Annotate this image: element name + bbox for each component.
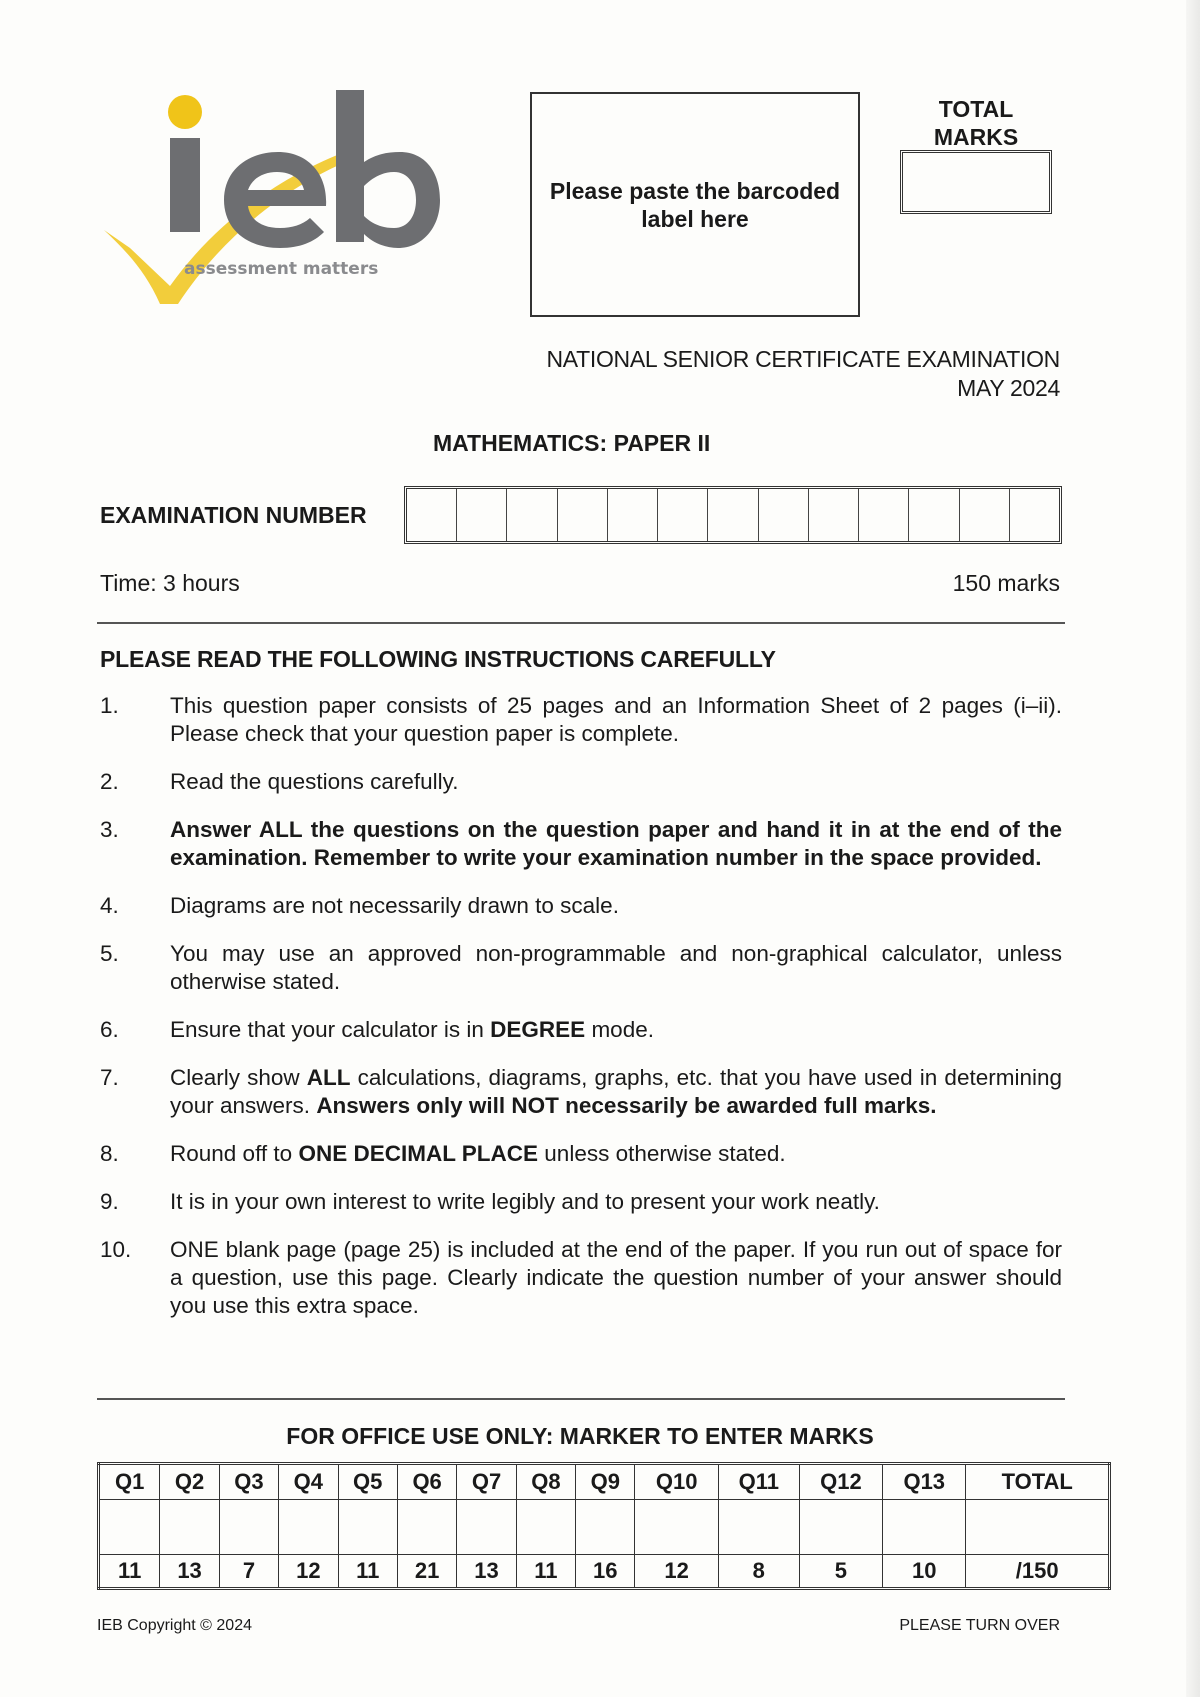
examination-number-cell[interactable] (658, 489, 708, 541)
examination-number-cell[interactable] (457, 489, 507, 541)
instruction-item (100, 1140, 1062, 1168)
marks-table-max-mark: 21 (397, 1555, 456, 1589)
instruction-number: 9. (100, 1189, 119, 1214)
instruction-number: 7. (100, 1065, 119, 1090)
instruction-text-part: ALL (306, 1065, 351, 1090)
marks-table-max-mark: 7 (219, 1555, 278, 1589)
instruction-item (100, 816, 1062, 872)
marks-table-max-mark: 11 (516, 1555, 575, 1589)
marks-table-max-row (99, 1555, 1110, 1589)
marks-table-entry-row (99, 1500, 1110, 1555)
instruction-number: 4. (100, 893, 119, 918)
examination-number-cell[interactable] (1010, 489, 1059, 541)
exam-duration: Time: 3 hours (100, 570, 240, 596)
examination-number-cell[interactable] (909, 489, 959, 541)
instructions-heading: PLEASE READ THE FOLLOWING INSTRUCTIONS CAREFULLY (100, 646, 776, 672)
marks-table (97, 1462, 1111, 1590)
examination-number-cell[interactable] (859, 489, 909, 541)
examination-number-cell[interactable] (407, 489, 457, 541)
marks-table-question-header: TOTAL (966, 1464, 1110, 1500)
marks-table-entry-cell[interactable] (516, 1500, 575, 1555)
instruction-text-part: You may use an approved non-programmable and non-graphical calculator, unless otherwise stated. (170, 941, 1062, 994)
instruction-text-part: Answer ALL the questions on the question paper and hand it in at the end of the examination. Remember to write your examination number in the space provided. (170, 817, 1062, 870)
examination-number-cell[interactable] (960, 489, 1010, 541)
marks-table-entry-cell[interactable] (457, 1500, 516, 1555)
instruction-text-part: calculations, diagrams, graphs, etc. that you have used in determining your answers. (170, 1065, 1062, 1118)
exam-total-marks: 150 marks (952, 570, 1060, 596)
instruction-text (170, 768, 1062, 796)
instruction-text-part: ONE DECIMAL PLACE (298, 1141, 539, 1166)
marks-table-header-row (99, 1464, 1110, 1500)
divider (97, 1398, 1065, 1400)
examination-number-grid[interactable] (404, 486, 1062, 544)
instruction-number: 5. (100, 941, 119, 966)
examination-number-cell[interactable] (608, 489, 658, 541)
examination-number-cell[interactable] (558, 489, 608, 541)
marks-table-max-mark: /150 (966, 1555, 1110, 1589)
marks-table-question-header: Q2 (160, 1464, 219, 1500)
instruction-text (170, 816, 1062, 872)
marks-table-entry-cell[interactable] (338, 1500, 397, 1555)
marks-table-entry-cell[interactable] (966, 1500, 1110, 1555)
instruction-item (100, 892, 1062, 920)
marks-table-entry-cell[interactable] (576, 1500, 635, 1555)
instruction-text (170, 1016, 1062, 1044)
instruction-text-part: Clearly show (170, 1065, 307, 1090)
marks-table-question-header: Q6 (397, 1464, 456, 1500)
instruction-number: 6. (100, 1017, 119, 1042)
divider (97, 622, 1065, 624)
marks-table-question-header: Q7 (457, 1464, 516, 1500)
copyright-notice: IEB Copyright © 2024 (97, 1617, 252, 1634)
instruction-number: 8. (100, 1141, 119, 1166)
instruction-number: 2. (100, 769, 119, 794)
marks-table-question-header: Q10 (635, 1464, 718, 1500)
instruction-number: 3. (100, 817, 119, 842)
examination-number-cell[interactable] (809, 489, 859, 541)
subject-title: MATHEMATICS: PAPER II (433, 430, 711, 456)
examination-number-cell[interactable] (507, 489, 557, 541)
marks-table-max-mark: 8 (718, 1555, 799, 1589)
examination-number-cell[interactable] (759, 489, 809, 541)
instruction-text-part: This question paper consists of 25 pages and an Information Sheet of 2 pages (i–ii). Please check that your question paper is complete. (170, 693, 1062, 746)
exam-date: MAY 2024 (957, 375, 1060, 401)
instruction-text-part: Answers only will NOT necessarily be awarded full marks. (316, 1093, 937, 1118)
instruction-text-part: Round off to (170, 1141, 299, 1166)
instruction-text-part: Read the questions carefully. (170, 769, 459, 794)
marks-table-question-header: Q13 (883, 1464, 966, 1500)
marks-table-question-header: Q1 (99, 1464, 160, 1500)
instruction-text (170, 892, 1062, 920)
instruction-text (170, 1064, 1062, 1120)
marks-table-max-mark: 13 (457, 1555, 516, 1589)
logo-tagline: assessment matters (184, 259, 379, 279)
instruction-text-part: DEGREE (490, 1017, 586, 1042)
instructions-list (100, 692, 1062, 1340)
instruction-text (170, 940, 1062, 996)
marks-table-entry-cell[interactable] (160, 1500, 219, 1555)
ieb-logo-graphic (100, 90, 440, 310)
instruction-text-part: Ensure that your calculator is in (170, 1017, 491, 1042)
marks-table-entry-cell[interactable] (219, 1500, 278, 1555)
marks-table-entry-cell[interactable] (635, 1500, 718, 1555)
exam-title: NATIONAL SENIOR CERTIFICATE EXAMINATION (546, 346, 1060, 372)
marks-table-max-mark: 10 (883, 1555, 966, 1589)
marks-table-max-mark: 16 (576, 1555, 635, 1589)
marks-table-question-header: Q9 (576, 1464, 635, 1500)
barcode-label-text: Please paste the barcoded label here (549, 177, 841, 232)
instruction-item (100, 1064, 1062, 1120)
marks-table-entry-cell[interactable] (397, 1500, 456, 1555)
instruction-text (170, 692, 1062, 748)
marks-table-question-header: Q5 (338, 1464, 397, 1500)
turn-over-notice: PLEASE TURN OVER (899, 1617, 1060, 1634)
marks-table-max-mark: 13 (160, 1555, 219, 1589)
instruction-text-part: It is in your own interest to write legibly and to present your work neatly. (170, 1189, 880, 1214)
total-marks-label: TOTAL MARKS (933, 96, 1019, 150)
marks-table-max-mark: 12 (279, 1555, 338, 1589)
instruction-text (170, 1236, 1062, 1320)
marks-table-entry-cell[interactable] (718, 1500, 799, 1555)
marks-table-question-header: Q4 (279, 1464, 338, 1500)
marks-table-question-header: Q3 (219, 1464, 278, 1500)
marks-table-question-header: Q8 (516, 1464, 575, 1500)
marks-table-entry-cell[interactable] (799, 1500, 882, 1555)
marks-table-max-mark: 11 (99, 1555, 160, 1589)
total-marks-box[interactable] (900, 150, 1052, 214)
examination-number-cell[interactable] (708, 489, 758, 541)
instruction-text-part: mode. (585, 1017, 654, 1042)
instruction-number: 10. (100, 1237, 132, 1262)
instruction-item (100, 1188, 1062, 1216)
instruction-text (170, 1140, 1062, 1168)
instruction-text-part: ONE blank page (page 25) is included at the end of the paper. If you run out of space for a question, use this page. Clearly indicate the question number of your answer should you use this extra space. (170, 1237, 1062, 1318)
marks-table-question-header: Q11 (718, 1464, 799, 1500)
marks-table-entry-cell[interactable] (279, 1500, 338, 1555)
instruction-item (100, 768, 1062, 796)
barcode-label-box[interactable] (530, 92, 860, 317)
marks-table-max-mark: 12 (635, 1555, 718, 1589)
instruction-text-part: unless otherwise stated. (538, 1141, 786, 1166)
marks-table-max-mark: 11 (338, 1555, 397, 1589)
office-use-heading: FOR OFFICE USE ONLY: MARKER TO ENTER MARKS (286, 1423, 874, 1449)
ieb-logo (100, 90, 440, 310)
marks-table-question-header: Q12 (799, 1464, 882, 1500)
examination-number-label: EXAMINATION NUMBER (100, 502, 367, 528)
instruction-text (170, 1188, 1062, 1216)
instruction-text-part: Diagrams are not necessarily drawn to scale. (170, 893, 619, 918)
instruction-item (100, 940, 1062, 996)
marks-table-entry-cell[interactable] (99, 1500, 160, 1555)
instruction-item (100, 1016, 1062, 1044)
marks-table-max-mark: 5 (799, 1555, 882, 1589)
instruction-item (100, 692, 1062, 748)
instruction-number: 1. (100, 693, 119, 718)
instruction-item (100, 1236, 1062, 1320)
marks-table-entry-cell[interactable] (883, 1500, 966, 1555)
